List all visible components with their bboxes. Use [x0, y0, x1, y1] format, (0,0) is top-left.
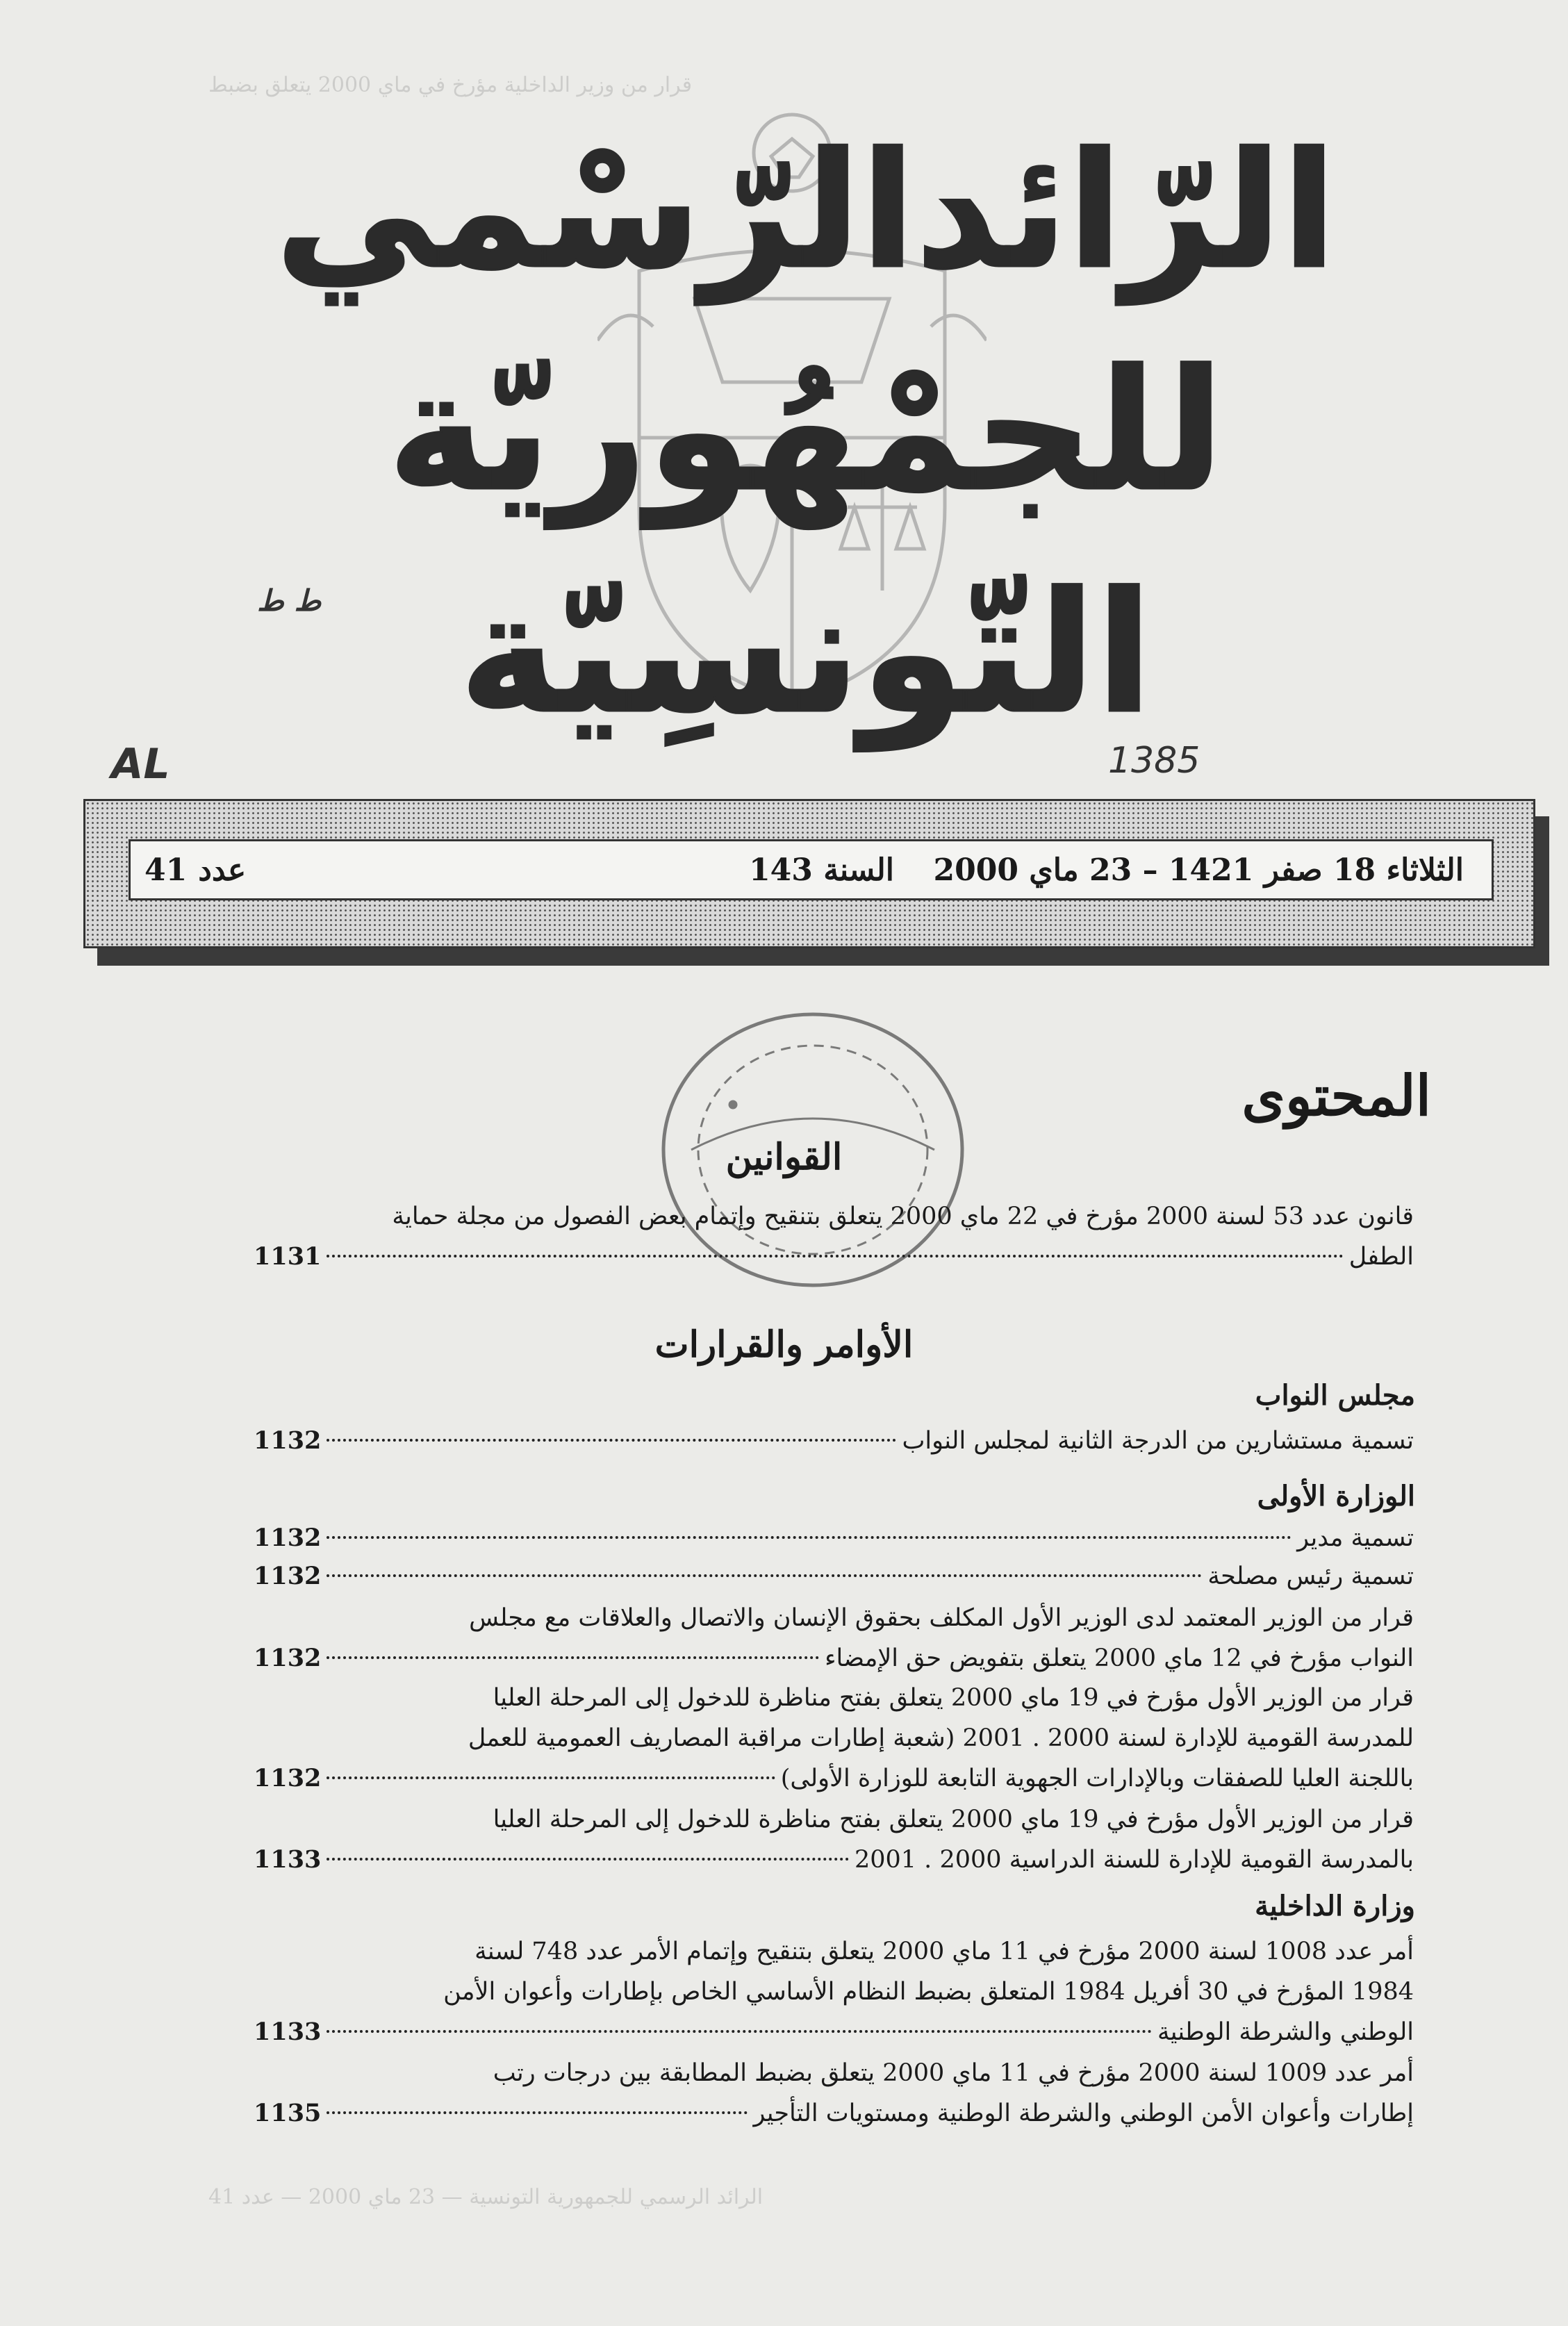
- toc-entry-last-line: [254, 1556, 1414, 1597]
- issue-number-wrap: [131, 852, 616, 888]
- toc-entry-last-line: [254, 2093, 1414, 2134]
- masthead-line-2: للجمْهُوريّة التّونسِيّة: [387, 333, 1225, 750]
- toc-entry-text: تسمية رئيس مصلحة: [1207, 1562, 1414, 1590]
- toc-entry-page: 1132: [254, 1764, 322, 1792]
- toc-entry-last-line: [254, 1840, 1414, 1880]
- toc-entry[interactable]: [254, 1598, 1414, 1678]
- toc-entry-page: 1132: [254, 1524, 322, 1552]
- issue-label: عدد: [198, 852, 247, 888]
- leader-dots: [327, 1439, 896, 1442]
- toc-entry-page: 1135: [254, 2099, 322, 2127]
- toc-entry-page: 1132: [254, 1562, 322, 1590]
- leader-dots: [327, 1536, 1291, 1539]
- issue-number: 41: [145, 852, 188, 888]
- leader-dots: [327, 1776, 775, 1779]
- toc-entry-page: 1132: [254, 1426, 322, 1455]
- toc-entry[interactable]: [254, 2053, 1414, 2134]
- toc-entry-page: 1133: [254, 2018, 322, 2046]
- leader-dots: [327, 2111, 748, 2114]
- section-interior: وزارة الداخلية: [1255, 1890, 1415, 1922]
- orders-heading: الأوامر والقرارات: [654, 1323, 914, 1366]
- handwritten-note-right: 1385: [1108, 740, 1200, 782]
- toc-entry-line: أمر عدد 1009 لسنة 2000 مؤرخ في 11 ماي 2000 يتعلق بضبط المطابقة بين درجات رتب: [493, 2059, 1414, 2087]
- handwritten-small-note: ط ط: [257, 584, 322, 618]
- toc-entry-line: قرار من الوزير المعتمد لدى الوزير الأول المكلف بحقوق الإنسان والاتصال والعلاقات مع مجلس: [469, 1604, 1414, 1632]
- toc-entry-text: إطارات وأعوان الأمن الوطني والشرطة الوطنية ومستويات التأجير: [753, 2100, 1414, 2127]
- toc-entry-line: قانون عدد 53 لسنة 2000 مؤرخ في 22 ماي 2000 يتعلق بتنقيح وإتمام بعض الفصول من مجلة حماية: [392, 1203, 1414, 1230]
- toc-entry-page: 1133: [254, 1845, 322, 1874]
- toc-entry-text: تسمية مستشارين من الدرجة الثانية لمجلس النواب: [902, 1427, 1414, 1455]
- toc-entry-text: باللجنة العليا للصفقات وبالإدارات الجهوية التابعة للوزارة الأولى): [780, 1765, 1414, 1792]
- toc-entry-line: قرار من الوزير الأول مؤرخ في 19 ماي 2000 يتعلق بفتح مناظرة للدخول إلى المرحلة العليا: [493, 1806, 1414, 1833]
- section-parliament: مجلس النواب: [1255, 1379, 1415, 1412]
- toc-entry[interactable]: [254, 1799, 1414, 1880]
- toc-entry-text: الطفل: [1348, 1243, 1414, 1271]
- toc-entry-page: 1132: [254, 1644, 322, 1672]
- masthead-title: [195, 104, 1417, 764]
- bleed-through-text: قرار من وزير الداخلية مؤرخ في ماي 2000 يتعلق بضبط: [208, 73, 693, 97]
- toc-entry-text: تسمية مدير: [1297, 1524, 1414, 1552]
- leader-dots: [327, 1574, 1202, 1577]
- toc-entry-last-line: [254, 1237, 1414, 1277]
- bleed-through-text: الرائد الرسمي للجمهورية التونسية — 23 ماي 2000 — عدد 41: [208, 2185, 764, 2209]
- issue-banner-box: [129, 839, 1494, 900]
- toc-entry-last-line: [254, 2012, 1414, 2052]
- toc-entry-line: 1984 المؤرخ في 30 أفريل 1984 المتعلق بضبط النظام الأساسي الخاص بإطارات وأعوان الأمن: [443, 1978, 1414, 2006]
- toc-entry-line: أمر عدد 1008 لسنة 2000 مؤرخ في 11 ماي 2000 يتعلق بتنقيح وإتمام الأمر عدد 748 لسنة: [474, 1938, 1414, 1965]
- leader-dots: [327, 1255, 1343, 1257]
- section-prime-ministry: الوزارة الأولى: [1257, 1480, 1415, 1512]
- toc-entry-last-line: [254, 1421, 1414, 1461]
- leader-dots: [327, 1656, 819, 1659]
- contents-heading: المحتوى: [1241, 1063, 1431, 1128]
- handwritten-note-left: AL: [111, 740, 170, 789]
- laws-heading: القوانين: [725, 1136, 843, 1178]
- leader-dots: [327, 1858, 849, 1861]
- toc-entry[interactable]: [254, 1678, 1414, 1799]
- toc-entry-last-line: [254, 1518, 1414, 1558]
- toc-entry[interactable]: [254, 1518, 1414, 1558]
- toc-entry-line: للمدرسة القومية للإدارة لسنة 2000 . 2001 (شعبة إطارات مراقبة المصاريف العمومية للعمل: [468, 1724, 1414, 1752]
- toc-entry[interactable]: [254, 1556, 1414, 1597]
- toc-entry-last-line: [254, 1638, 1414, 1678]
- toc-entry-text: بالمدرسة القومية للإدارة للسنة الدراسية 2000 . 2001: [854, 1846, 1414, 1874]
- toc-entry-last-line: [254, 1758, 1414, 1799]
- toc-entry-text: النواب مؤرخ في 12 ماي 2000 يتعلق بتفويض حق الإمضاء: [825, 1644, 1414, 1672]
- leader-dots: [327, 2030, 1152, 2033]
- toc-entry[interactable]: [254, 1931, 1414, 2052]
- issue-year: السنة 143: [749, 852, 894, 888]
- masthead-line-1: الرّائدالرّسْمي: [275, 119, 1337, 304]
- toc-entry[interactable]: [254, 1421, 1414, 1461]
- toc-entry-text: الوطني والشرطة الوطنية: [1157, 2018, 1414, 2046]
- toc-entry-page: 1131: [254, 1242, 322, 1271]
- issue-date: الثلاثاء 18 صفر 1421 – 23 ماي 2000: [933, 852, 1464, 888]
- toc-entry-line: قرار من الوزير الأول مؤرخ في 19 ماي 2000 يتعلق بفتح مناظرة للدخول إلى المرحلة العليا: [493, 1684, 1414, 1712]
- toc-entry[interactable]: [254, 1196, 1414, 1277]
